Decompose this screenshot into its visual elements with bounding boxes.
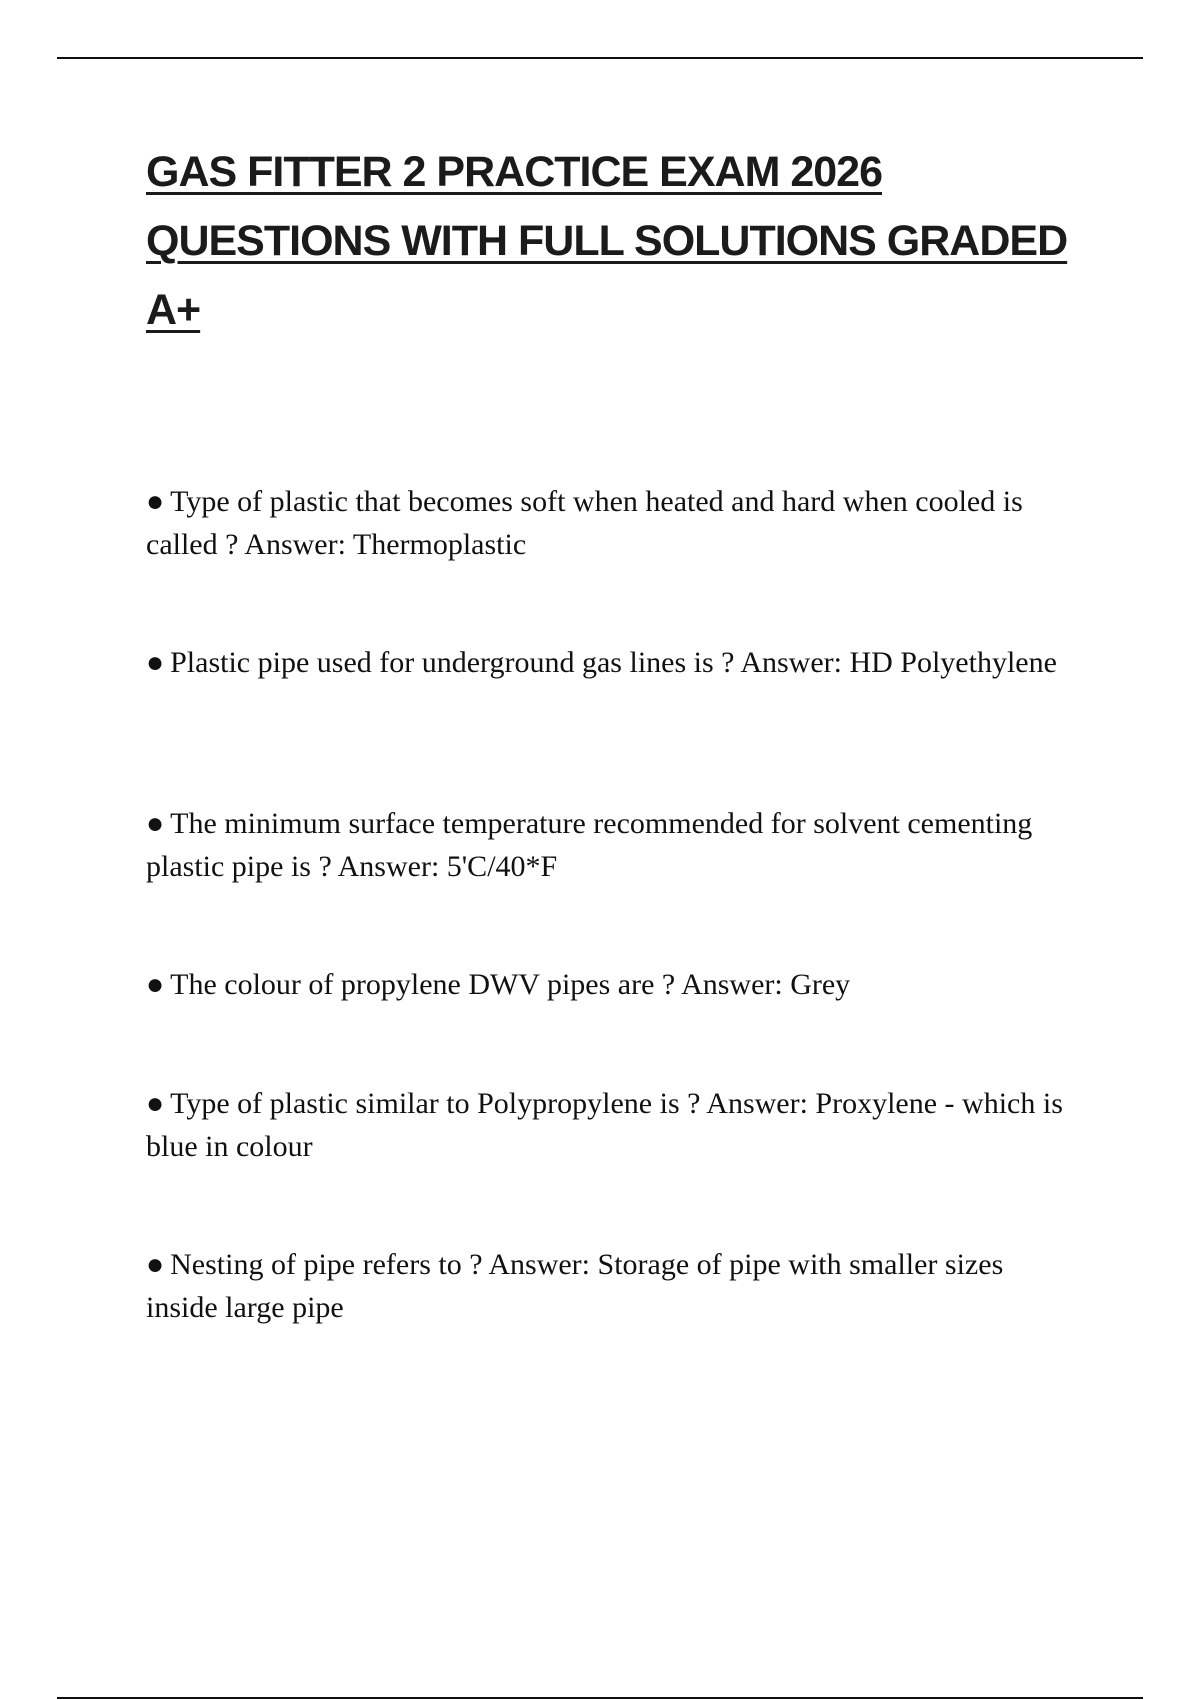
bullet-icon: ● <box>146 646 165 679</box>
question-item <box>146 963 850 1006</box>
bullet-icon: ● <box>146 968 165 1001</box>
title-line-1: GAS FITTER 2 PRACTICE EXAM 2026 <box>146 148 882 196</box>
question-text: The minimum surface temperature recommended for solvent cementing plastic pipe is ? Answer: 5'C/40*F <box>146 807 1033 883</box>
bullet-icon: ● <box>146 485 165 518</box>
question-text: Type of plastic similar to Polypropylene is ? Answer: Proxylene - which is blue in colour <box>146 1087 1063 1163</box>
top-rule <box>57 57 1143 59</box>
bullet-icon: ● <box>146 807 165 840</box>
question-text: Plastic pipe used for underground gas lines is ? Answer: HD Polyethylene <box>170 646 1057 679</box>
title-line-2: QUESTIONS WITH FULL SOLUTIONS GRADED <box>146 217 1068 265</box>
bullet-icon: ● <box>146 1087 165 1120</box>
question-item <box>146 1082 1076 1168</box>
question-item <box>146 1243 1076 1329</box>
bottom-rule <box>57 1697 1143 1699</box>
question-item <box>146 802 1076 888</box>
question-text: Nesting of pipe refers to ? Answer: Storage of pipe with smaller sizes inside large pipe <box>146 1248 1004 1324</box>
document-title <box>146 138 1076 345</box>
bullet-icon: ● <box>146 1248 165 1281</box>
question-text: Type of plastic that becomes soft when heated and hard when cooled is called ? Answer: Thermoplastic <box>146 485 1023 561</box>
question-item <box>146 480 1076 566</box>
title-line-3: A+ <box>146 286 201 334</box>
question-text: The colour of propylene DWV pipes are ? Answer: Grey <box>170 968 851 1001</box>
question-item <box>146 641 1057 684</box>
